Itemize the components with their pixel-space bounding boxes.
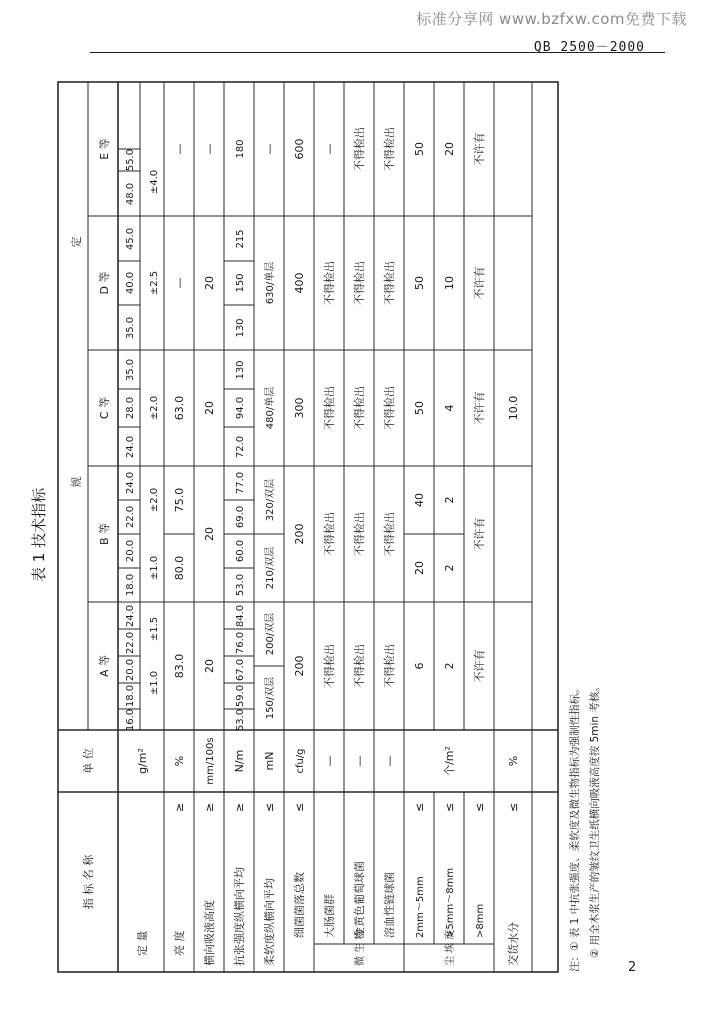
svg-text:20: 20 bbox=[443, 142, 456, 156]
svg-text:抗张强度纵横向平均: 抗张强度纵横向平均 bbox=[233, 867, 246, 966]
svg-text:±1.0: ±1.0 bbox=[149, 555, 160, 581]
svg-text:不得检出: 不得检出 bbox=[353, 644, 366, 688]
technical-indicator-table bbox=[22, 42, 705, 1002]
header-spec: 规 bbox=[70, 476, 83, 488]
svg-text:22.0: 22.0 bbox=[125, 631, 136, 655]
svg-text:18.0: 18.0 bbox=[125, 684, 136, 708]
svg-text:%: % bbox=[507, 755, 520, 767]
svg-text:200: 200 bbox=[293, 655, 306, 677]
svg-text:59.0: 59.0 bbox=[235, 684, 246, 708]
sub-dividers bbox=[118, 149, 464, 709]
note-2: ② 用全木浆生产的皱纹卫生纸横向吸液高度按 5min 考核。 bbox=[589, 681, 601, 958]
svg-text:40.0: 40.0 bbox=[125, 271, 136, 295]
svg-text:48.0: 48.0 bbox=[125, 182, 136, 206]
svg-text:150: 150 bbox=[235, 273, 246, 293]
svg-text:83.0: 83.0 bbox=[173, 653, 186, 679]
grade-c-header: C 等 bbox=[98, 396, 111, 420]
svg-text:±2.0: ±2.0 bbox=[149, 395, 160, 421]
svg-text:63.0: 63.0 bbox=[173, 395, 186, 421]
svg-text:55.0: 55.0 bbox=[125, 148, 136, 172]
svg-text:200: 200 bbox=[293, 523, 306, 545]
bacteria-count-row bbox=[292, 139, 306, 939]
svg-text:不许有: 不许有 bbox=[473, 391, 486, 425]
quantitative-label: 定 量 bbox=[136, 930, 149, 956]
svg-text:24.0: 24.0 bbox=[125, 471, 136, 495]
svg-text:mm/100s: mm/100s bbox=[205, 737, 216, 785]
watermark-text: 标准分享网 www.bzfxw.com免费下载 bbox=[416, 10, 687, 28]
svg-text:18.0: 18.0 bbox=[125, 573, 136, 597]
svg-text:50: 50 bbox=[413, 401, 426, 415]
svg-text:—: — bbox=[353, 755, 366, 767]
svg-text:210/双层: 210/双层 bbox=[265, 546, 276, 590]
grade-a-header: A 等 bbox=[98, 654, 111, 678]
svg-text:40: 40 bbox=[413, 493, 426, 507]
svg-text:金黄色葡萄球菌: 金黄色葡萄球菌 bbox=[353, 861, 366, 938]
svg-text:≤: ≤ bbox=[443, 802, 456, 812]
svg-text:不得检出: 不得检出 bbox=[353, 127, 366, 171]
svg-text:—: — bbox=[323, 143, 336, 155]
coliform-row bbox=[322, 144, 336, 939]
svg-text:67.0: 67.0 bbox=[235, 658, 246, 682]
svg-text:53.0: 53.0 bbox=[235, 573, 246, 597]
svg-text:6: 6 bbox=[413, 662, 426, 670]
svg-text:400: 400 bbox=[293, 272, 306, 294]
svg-text:60.0: 60.0 bbox=[235, 539, 246, 563]
svg-text:不得检出: 不得检出 bbox=[323, 644, 336, 688]
svg-text:>5mm～8mm: >5mm～8mm bbox=[445, 867, 456, 938]
svg-text:细菌菌落总数: 细菌菌落总数 bbox=[293, 872, 306, 938]
svg-text:35.0: 35.0 bbox=[125, 358, 136, 382]
svg-text:75.0: 75.0 bbox=[173, 487, 186, 513]
svg-text:不得检出: 不得检出 bbox=[383, 261, 396, 305]
svg-text:不许有: 不许有 bbox=[473, 132, 486, 166]
svg-text:2mm～5mm: 2mm～5mm bbox=[415, 876, 426, 938]
svg-text:22.0: 22.0 bbox=[125, 505, 136, 529]
svg-text:28.0: 28.0 bbox=[125, 396, 136, 420]
svg-text:溶血性链球菌: 溶血性链球菌 bbox=[383, 872, 396, 938]
page-number: 2 bbox=[628, 960, 637, 975]
svg-text:600: 600 bbox=[293, 138, 306, 160]
svg-text:—: — bbox=[173, 277, 186, 289]
dirt-unit: 个/m² bbox=[443, 746, 456, 776]
dirt-row-medium bbox=[443, 142, 456, 938]
svg-text:80.0: 80.0 bbox=[173, 555, 186, 581]
svg-text:10: 10 bbox=[443, 276, 456, 290]
svg-text:±2.5: ±2.5 bbox=[149, 270, 160, 296]
svg-text:柔软度纵横向平均: 柔软度纵横向平均 bbox=[263, 878, 276, 966]
svg-text:72.0: 72.0 bbox=[235, 435, 246, 459]
svg-text:2: 2 bbox=[443, 496, 456, 504]
svg-text:50: 50 bbox=[413, 142, 426, 156]
svg-text:不许有: 不许有 bbox=[473, 517, 486, 551]
grade-b-header: B 等 bbox=[98, 522, 111, 546]
svg-text:不得检出: 不得检出 bbox=[353, 261, 366, 305]
svg-text:—: — bbox=[173, 143, 186, 155]
quantitative-values bbox=[125, 149, 160, 731]
table-title: 表 1 技术指标 bbox=[30, 487, 48, 582]
svg-text:±1.0: ±1.0 bbox=[149, 670, 160, 696]
svg-text:不得检出: 不得检出 bbox=[353, 386, 366, 430]
standard-number: QB 2500－2000 bbox=[533, 40, 645, 55]
svg-text:20: 20 bbox=[203, 659, 216, 673]
svg-text:84.0: 84.0 bbox=[235, 604, 246, 628]
svg-text:150/双层: 150/双层 bbox=[265, 676, 276, 720]
svg-text:20: 20 bbox=[203, 527, 216, 541]
svg-text:≤: ≤ bbox=[263, 802, 276, 812]
dirt-row-large bbox=[472, 133, 486, 939]
tensile-strength-row bbox=[232, 139, 246, 966]
svg-text:10.0: 10.0 bbox=[507, 395, 520, 421]
svg-text:—: — bbox=[383, 755, 396, 767]
svg-text:≤: ≤ bbox=[507, 802, 520, 812]
svg-text:不得检出: 不得检出 bbox=[383, 127, 396, 171]
svg-text:35.0: 35.0 bbox=[125, 316, 136, 340]
svg-text:mN: mN bbox=[263, 751, 276, 771]
svg-text:24.0: 24.0 bbox=[125, 604, 136, 628]
svg-text:630/单层: 630/单层 bbox=[265, 261, 276, 305]
svg-text:20: 20 bbox=[203, 276, 216, 290]
svg-text:±4.0: ±4.0 bbox=[149, 169, 160, 195]
svg-text:—: — bbox=[323, 755, 336, 767]
svg-text:76.0: 76.0 bbox=[235, 631, 246, 655]
svg-text:480/单层: 480/单层 bbox=[265, 386, 276, 430]
svg-text:交货水分: 交货水分 bbox=[507, 922, 520, 966]
svg-text:大肠菌群: 大肠菌群 bbox=[323, 894, 336, 938]
svg-text:不许有: 不许有 bbox=[473, 649, 486, 683]
svg-text:cfu/g: cfu/g bbox=[295, 748, 306, 774]
svg-text:≥: ≥ bbox=[203, 802, 216, 812]
micro-group-label: 微 生 物 bbox=[355, 929, 366, 966]
dirt-group-label: 尘 埃 度 bbox=[445, 929, 456, 966]
svg-text:不得检出: 不得检出 bbox=[323, 386, 336, 430]
staphylococcus-row bbox=[352, 127, 366, 938]
svg-text:横向吸液高度: 横向吸液高度 bbox=[203, 900, 216, 966]
svg-text:不得检出: 不得检出 bbox=[383, 644, 396, 688]
svg-text:不得检出: 不得检出 bbox=[323, 512, 336, 556]
svg-text:130: 130 bbox=[235, 360, 246, 380]
svg-text:45.0: 45.0 bbox=[125, 227, 136, 251]
svg-text:200/双层: 200/双层 bbox=[265, 612, 276, 656]
svg-text:≤: ≤ bbox=[293, 802, 306, 812]
svg-text:2: 2 bbox=[443, 564, 456, 572]
svg-text:—: — bbox=[263, 143, 276, 155]
svg-text:±2.0: ±2.0 bbox=[149, 487, 160, 513]
svg-text:20.0: 20.0 bbox=[125, 539, 136, 563]
svg-text:215: 215 bbox=[235, 229, 246, 249]
grade-e-header: E 等 bbox=[98, 138, 111, 160]
header-spec-2: 定 bbox=[70, 236, 83, 248]
svg-text:不得检出: 不得检出 bbox=[323, 261, 336, 305]
note-1: 注：① 表 1 中抗张强度、柔软度及微生物指标为强制性指标。 bbox=[569, 683, 581, 972]
svg-text:≥: ≥ bbox=[173, 802, 186, 812]
header-indicator: 指 标 名 称 bbox=[82, 854, 95, 910]
svg-text:≥: ≥ bbox=[233, 802, 246, 812]
svg-text:≤: ≤ bbox=[413, 802, 426, 812]
svg-text:300: 300 bbox=[293, 397, 306, 419]
svg-text:180: 180 bbox=[235, 139, 246, 159]
svg-text:%: % bbox=[173, 755, 186, 767]
svg-text:4: 4 bbox=[443, 404, 456, 412]
svg-text:69.0: 69.0 bbox=[235, 505, 246, 529]
svg-text:不许有: 不许有 bbox=[473, 266, 486, 300]
svg-text:≤: ≤ bbox=[473, 802, 486, 812]
dirt-row-small bbox=[413, 142, 426, 938]
svg-text:>8mm: >8mm bbox=[475, 903, 486, 938]
svg-text:不得检出: 不得检出 bbox=[353, 512, 366, 556]
svg-text:2: 2 bbox=[443, 662, 456, 670]
svg-text:77.0: 77.0 bbox=[235, 471, 246, 495]
softness-row bbox=[262, 144, 276, 967]
svg-text:50: 50 bbox=[413, 276, 426, 290]
streptococcus-row bbox=[382, 127, 396, 938]
svg-text:N/m: N/m bbox=[233, 749, 246, 773]
moisture-row bbox=[506, 396, 520, 966]
svg-text:不得检出: 不得检出 bbox=[383, 512, 396, 556]
header-unit: 单 位 bbox=[82, 748, 95, 774]
svg-text:24.0: 24.0 bbox=[125, 435, 136, 459]
svg-text:20: 20 bbox=[413, 561, 426, 575]
svg-text:320/双层: 320/双层 bbox=[265, 478, 276, 522]
svg-text:±1.5: ±1.5 bbox=[149, 616, 160, 642]
svg-text:不得检出: 不得检出 bbox=[383, 386, 396, 430]
quantitative-unit: g/m² bbox=[136, 748, 149, 774]
svg-text:—: — bbox=[203, 143, 216, 155]
rotated-table-page bbox=[22, 42, 705, 1002]
svg-text:20.0: 20.0 bbox=[125, 658, 136, 682]
svg-text:53.0: 53.0 bbox=[235, 708, 246, 732]
svg-text:94.0: 94.0 bbox=[235, 396, 246, 420]
grade-d-header: D 等 bbox=[98, 271, 111, 295]
svg-text:16.0: 16.0 bbox=[125, 708, 136, 732]
svg-text:亮 度: 亮 度 bbox=[173, 930, 186, 956]
svg-text:20: 20 bbox=[203, 401, 216, 415]
svg-text:130: 130 bbox=[235, 318, 246, 338]
brightness-row bbox=[172, 144, 186, 957]
absorbency-row bbox=[202, 144, 216, 967]
